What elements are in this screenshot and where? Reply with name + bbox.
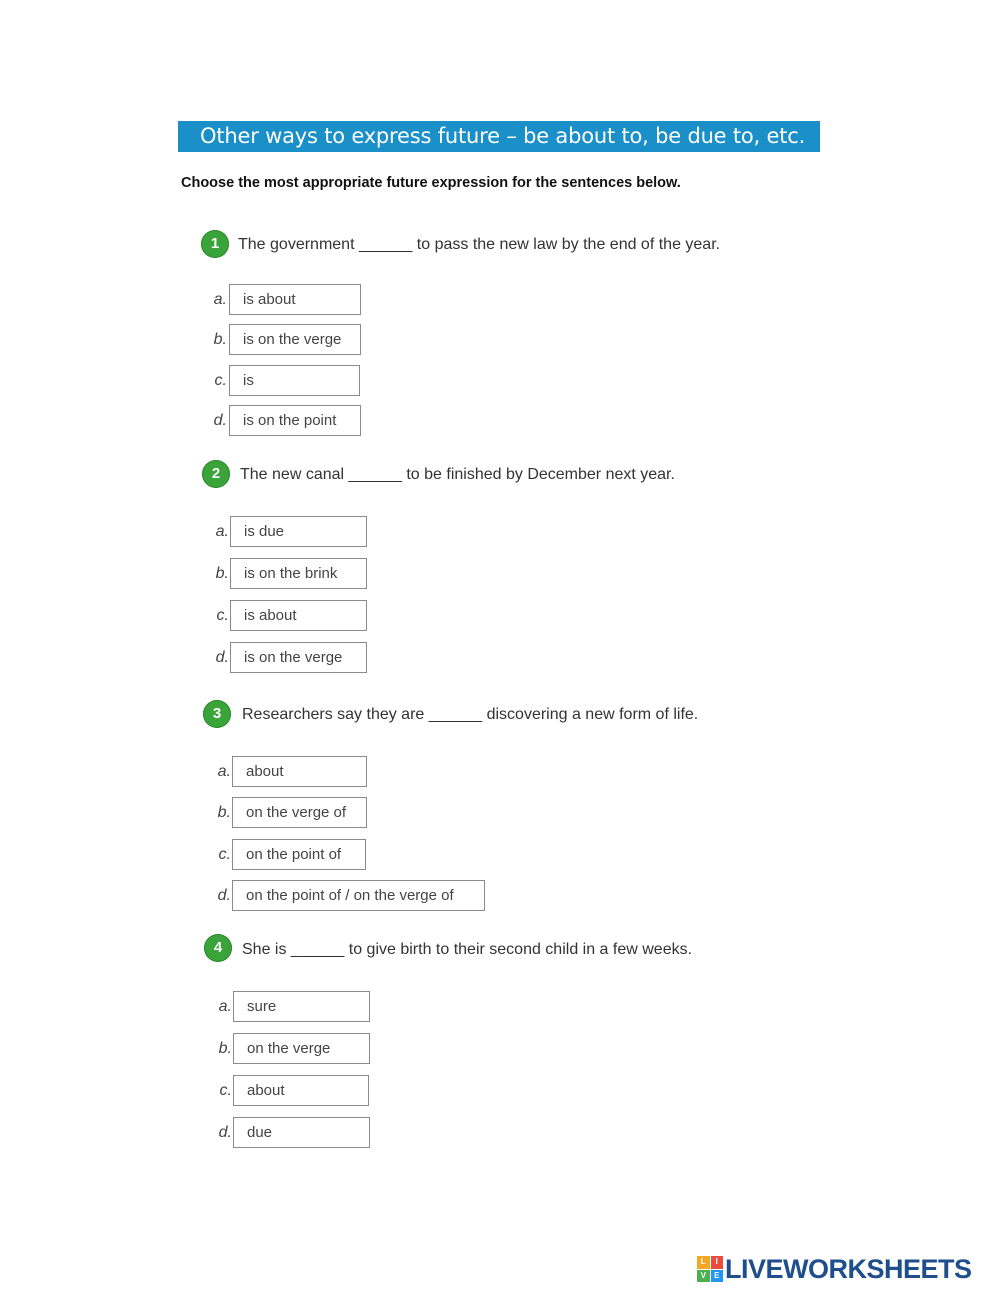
answer-option-box[interactable]: is on the verge: [230, 642, 367, 673]
question-number-badge: 4: [204, 934, 232, 962]
answer-option-box[interactable]: is about: [229, 284, 361, 315]
option-letter: d.: [213, 412, 227, 429]
option-letter: d.: [217, 887, 231, 904]
answer-option-box[interactable]: about: [233, 1075, 369, 1106]
option-letter: a.: [218, 998, 232, 1015]
option-letter: b.: [213, 331, 227, 348]
question-text: She is ______ to give birth to their second child in a few weeks.: [242, 941, 693, 958]
answer-option-box[interactable]: sure: [233, 991, 370, 1022]
answer-option-box[interactable]: on the point of / on the verge of: [232, 880, 485, 911]
option-letter: a.: [215, 523, 229, 540]
question-number-badge: 2: [202, 460, 230, 488]
option-letter: b.: [218, 1040, 232, 1057]
option-letter: b.: [217, 804, 231, 821]
answer-option-box[interactable]: is: [229, 365, 360, 396]
liveworksheets-logo-icon: [697, 1256, 723, 1282]
option-letter: c.: [216, 607, 229, 624]
question-text: The government ______ to pass the new law by the end of the year.: [238, 236, 721, 253]
worksheet-title: Other ways to express future – be about to, be due to, etc.: [178, 121, 820, 152]
answer-option-box[interactable]: is due: [230, 516, 367, 547]
brand-name: LIVEWORKSHEETS: [725, 1253, 972, 1284]
logo-letter: I: [711, 1256, 724, 1269]
logo-letter: L: [697, 1256, 710, 1269]
option-letter: a.: [217, 763, 231, 780]
question-number-badge: 1: [201, 230, 229, 258]
liveworksheets-logo: [697, 1254, 972, 1284]
answer-option-box[interactable]: is on the point: [229, 405, 361, 436]
answer-option-box[interactable]: is about: [230, 600, 367, 631]
question-text: The new canal ______ to be finished by December next year.: [240, 466, 675, 483]
option-letter: b.: [215, 565, 229, 582]
answer-option-box[interactable]: on the verge: [233, 1033, 370, 1064]
option-letter: c.: [214, 372, 227, 389]
option-letter: c.: [218, 846, 231, 863]
question-number-badge: 3: [203, 700, 231, 728]
option-letter: d.: [218, 1124, 232, 1141]
answer-option-box[interactable]: on the point of: [232, 839, 366, 870]
answer-option-box[interactable]: is on the brink: [230, 558, 367, 589]
logo-letter: V: [697, 1270, 710, 1283]
question-text: Researchers say they are ______ discovering a new form of life.: [242, 706, 699, 723]
answer-option-box[interactable]: about: [232, 756, 367, 787]
option-letter: c.: [219, 1082, 232, 1099]
answer-option-box[interactable]: is on the verge: [229, 324, 361, 355]
logo-letter: E: [711, 1270, 724, 1283]
option-letter: d.: [215, 649, 229, 666]
option-letter: a.: [213, 291, 227, 308]
answer-option-box[interactable]: on the verge of: [232, 797, 367, 828]
answer-option-box[interactable]: due: [233, 1117, 370, 1148]
instruction-text: Choose the most appropriate future expression for the sentences below.: [181, 175, 681, 191]
